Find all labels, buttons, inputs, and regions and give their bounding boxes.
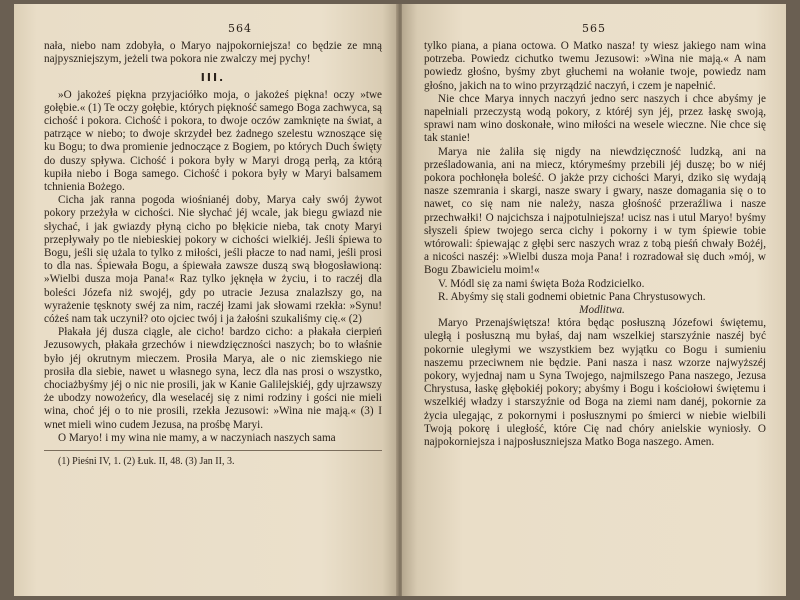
- prayer-title: Modlitwa.: [579, 304, 625, 317]
- paragraph-continuation: tylko piana, a piana octowa. O Matko nasza! ty wiesz jakiego nam wina potrzeba. Powiedz cichutko twemu Jezusowi: »Wina nie mają.« A nam powiedz głośno, byśmy zbyt głuchemi na wołanie twoje, powiedz nam głośno, jakich na to wino przyrządzić naczyń, i czem je napełnić.: [424, 40, 766, 92]
- section-heading: III.: [200, 71, 226, 85]
- paragraph: O Maryo! i my wina nie mamy, a w naczyniach naszych sama: [58, 431, 336, 444]
- response: R. Abyśmy się stali godnemi obietnic Pana Chrystusowych.: [438, 290, 706, 303]
- prayer-text: Maryo Przenajświętsza! która będąc posłuszną Józefowi świętemu, uległą i posłuszną mu byłaś, daj nam wszelkiej starszyźnie naszéj być pokornie uległymi we wszystkiem bez wyjątku co Bogu i sumieniu naszemu przeciwnem nie będzie. Pani nasza i nasz wzorze najwyższéj pokory, wyjednaj nam u Syna Twojego, najmilszego Pana naszego, Jezusa Chrystusa, łaskę głębokiéj pokory; abyśmy i Bogu i kościołowi świętemu i wszelkiéj władzy i starszyźnie od Boga na ziemi nam danéj, pokornie za życia ulegając, z pokornymi i posłusznymi po śmierci w niebie wielbili Twoją pokorę i uległość, które Cię nad chóry anielskie wyniosły. O najpokorniejsza i najposłuszniejsza Matko Boga naszego. Amen.: [424, 317, 766, 449]
- right-page: [402, 4, 786, 596]
- paragraph-continuation: nała, niebo nam zdobyła, o Maryo najpokorniejsza! co będzie ze mną najpyszniejszym, jeżeli twa pokora nie zwalczy mej pychy!: [44, 40, 382, 66]
- paragraph: Cicha jak ranna pogoda wiośnianéj doby, Marya cały swój żywot pokory przeżyła w cichości. Nie słychać jéj wcale, jak biegu gwiazd nie słychać, i jak gwiazdy płyną cicho po błękicie nieba, tak cnoty Maryi przepływały po tle niebieskiej pokory w cichości wielkiéj. Jeśli śpiewa to Bogu, jeśli się użala to tylko z miłości, jeśli płacze to nad nami, jeśli prosi to dla nas. Śpiewała Bogu, a śpiewała zawsze duszą swą błogosławioną: »Wielbi dusza moja Pana!« Raz tylko jęknęła w życiu, i to raczéj dla boleści Józefa niż swojéj, gdy po utracie Jezusa znalazłszy go, na wyrażenie tęsknoty swéj za nim, raczéj łzami jak słowami rzekła: »Synu! cóżeś nam tak uczynił? oto ojciec twój i ja żałośni szukaliśmy cię.« (2): [44, 194, 382, 326]
- left-page: [14, 4, 398, 596]
- footnotes: (1) Pieśni IV, 1. (2) Łuk. II, 48. (3) Jan II, 3.: [58, 456, 235, 468]
- page-number-right: 565: [582, 22, 606, 35]
- paragraph: Płakała jéj dusza ciągle, ale cicho! bardzo cicho: a płakała cierpień Jezusowych, płakała grzechów i niewdzięczności naszych; bo to właśnie było jéj okrutnym mieczem. Prosiła Marya, ale o nic ziemskiego nie prosiła dla siebie, nawet u własnego syna, lecz dla nas prosi o wszystko, chociażbyśmy jéj o nic nie prosili, jak w Kanie Galilejskiéj, gdy ujrzawszy że ubodzy nowożeńcy, dla weselacéj się z nimi rodziny i gości nie mieli wina, choć jéj o to nie prosili, rzekła Jezusowi: »Wina nie mają.« (3) I wnet mieli wino cudem Jezusa, na prośbę Maryi.: [44, 326, 382, 431]
- versicle: V. Módl się za nami święta Boża Rodzicielko.: [438, 277, 645, 290]
- paragraph: Marya nie żaliła się nigdy na niewdzięczność ludzką, ani na prześladowania, ani na miecz, którymeśmy przebili jéj duszę; bo w niéj pokora pochłonęła boleść. O jakże przy cichości Maryi, dziko się wydają nasze szemrania i skargi, nasze swary i gwary, nasze domagania się o to nawet, co się nam nie należy, nasza głośność przeraźliwa i nasze przechwałki! O najcichsza i najpotulniejsza! ucisz nas i utul Maryo! byśmy słyszeli śpiew twojego serca cichy i pokorny i w tym śpiewie tobie wtórowali: śpiewając z głębi serc naszych wraz z tobą pieśń chwały Bożéj, a nicości naszéj: »Wielbi dusza moja Pana! i rozradował się duch »mój, w Bogu Zbawicielu moim!«: [424, 145, 766, 277]
- right-page-text: [424, 40, 766, 449]
- left-page-text: [44, 40, 382, 468]
- paragraph: Nie chce Marya innych naczyń jedno serc naszych i chce abyśmy je napełniali przeczystą wodą pokory, z któréj syn jéj, przez łaskę swoją, sprawi nam wino doskonałe, wino miłości na wesele wieczne. Nie chce się tak stanie!: [424, 92, 766, 145]
- page-number-left: 564: [228, 22, 252, 35]
- paragraph: »O jakożeś piękna przyjaciółko moja, o jakożeś piękna! oczy »twe gołębie.« (1) Te oczy gołębie, których piękność samego Boga zachwyca, są cichość i pokora. Cichość i pokora, to dwoje oczów zamknięte na świat, a patrzące w niebo; to dwoje skrzydeł bez żadnego szelestu wznoszące się ku Bogu; to dwa promienie jednoczące z Bogiem, po których Duch święty do duszy spływa. Cichość i pokora były w Maryi drogą perłą, za którą kupiła niebo i Boga samego. Cichość i pokora były w Maryi balsamem tchnienia Bożego.: [44, 88, 382, 194]
- footnote-divider: [44, 450, 382, 451]
